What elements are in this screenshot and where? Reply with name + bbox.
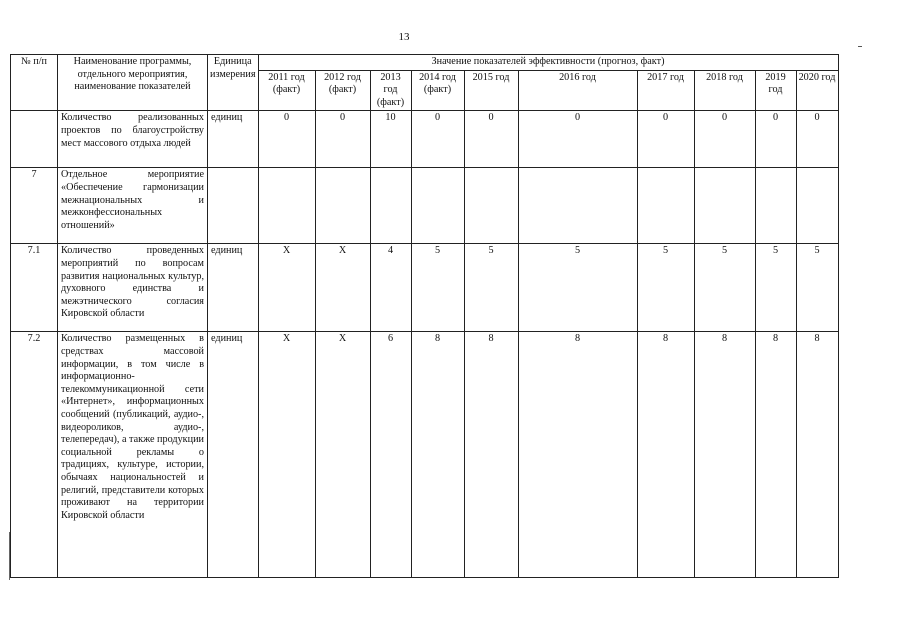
header-year: 2018 год	[694, 70, 755, 111]
indicator-value: 5	[694, 244, 755, 332]
unit-of-measure: единиц	[208, 332, 259, 578]
indicator-value	[694, 168, 755, 244]
table-row	[11, 111, 839, 168]
header-year: 2011 год (факт)	[258, 70, 315, 111]
unit-of-measure	[208, 168, 259, 244]
indicator-value: 4	[370, 244, 411, 332]
indicator-table-container	[10, 54, 839, 578]
indicator-value	[518, 168, 637, 244]
indicator-name: Количество размещенных в средствах массовой информации, в том числе в информационно-телекоммуникационной сети «Интернет», информационных сообщений (публикаций, аудио-, видеороликов, аудио-, телепередач), а также продукции социальной рекламы о традициях, культуре, истории, обычаях национальностей и религий, представители которых проживают на территории Кировской области	[58, 332, 208, 578]
indicator-value: X	[315, 244, 370, 332]
indicator-value: 10	[370, 111, 411, 168]
indicator-value: 0	[694, 111, 755, 168]
table-body	[11, 111, 839, 578]
indicator-value: 8	[518, 332, 637, 578]
table-row	[11, 244, 839, 332]
header-year: 2017 год	[637, 70, 694, 111]
indicator-value: 6	[370, 332, 411, 578]
indicator-value: 8	[694, 332, 755, 578]
page-number: 13	[398, 31, 410, 43]
indicator-value: 0	[315, 111, 370, 168]
indicator-value: 0	[518, 111, 637, 168]
unit-of-measure: единиц	[208, 111, 259, 168]
header-year: 2020 год	[796, 70, 838, 111]
indicator-name: Количество реализованных проектов по благоустройству мест массового отдыха людей	[58, 111, 208, 168]
header-name: Наименование программы, отдельного мероприятия, наименование показателей	[58, 55, 208, 111]
indicator-name: Количество проведенных мероприятий по вопросам развития национальных культур, духовного единства и межэтнического согласия Кировской области	[58, 244, 208, 332]
indicator-value	[315, 168, 370, 244]
indicator-value: 8	[755, 332, 796, 578]
header-year: 2013 год (факт)	[370, 70, 411, 111]
indicator-value: X	[258, 244, 315, 332]
header-year: 2016 год	[518, 70, 637, 111]
indicator-value: 5	[411, 244, 464, 332]
indicator-value: 5	[518, 244, 637, 332]
indicator-value	[370, 168, 411, 244]
indicator-table	[10, 54, 839, 578]
indicator-value: 0	[411, 111, 464, 168]
indicator-value: X	[315, 332, 370, 578]
table-row	[11, 332, 839, 578]
indicator-value	[258, 168, 315, 244]
indicator-value	[796, 168, 838, 244]
indicator-value	[755, 168, 796, 244]
indicator-value: 5	[755, 244, 796, 332]
indicator-value: 8	[637, 332, 694, 578]
indicator-value: 0	[464, 111, 518, 168]
row-number: 7	[11, 168, 58, 244]
indicator-value: 0	[755, 111, 796, 168]
row-number: 7.2	[11, 332, 58, 578]
header-year: 2019 год	[755, 70, 796, 111]
indicator-value	[637, 168, 694, 244]
header-row-number: № п/п	[11, 55, 58, 111]
row-number	[11, 111, 58, 168]
unit-of-measure: единиц	[208, 244, 259, 332]
table-row	[11, 168, 839, 244]
margin-mark	[858, 46, 862, 47]
header-indicator-values: Значение показателей эффективности (прогноз, факт)	[258, 55, 838, 71]
indicator-value: X	[258, 332, 315, 578]
indicator-name: Отдельное мероприятие «Обеспечение гармонизации межнациональных и межконфессиональных отношений»	[58, 168, 208, 244]
row-number: 7.1	[11, 244, 58, 332]
header-year: 2012 год (факт)	[315, 70, 370, 111]
header-year: 2014 год (факт)	[411, 70, 464, 111]
indicator-value	[464, 168, 518, 244]
indicator-value: 0	[258, 111, 315, 168]
indicator-value: 8	[411, 332, 464, 578]
indicator-value	[411, 168, 464, 244]
indicator-value: 0	[637, 111, 694, 168]
header-year: 2015 год	[464, 70, 518, 111]
indicator-value: 8	[464, 332, 518, 578]
indicator-value: 8	[796, 332, 838, 578]
indicator-value: 5	[796, 244, 838, 332]
indicator-value: 5	[464, 244, 518, 332]
header-unit: Единица измерения	[208, 55, 259, 111]
indicator-value: 0	[796, 111, 838, 168]
indicator-value: 5	[637, 244, 694, 332]
